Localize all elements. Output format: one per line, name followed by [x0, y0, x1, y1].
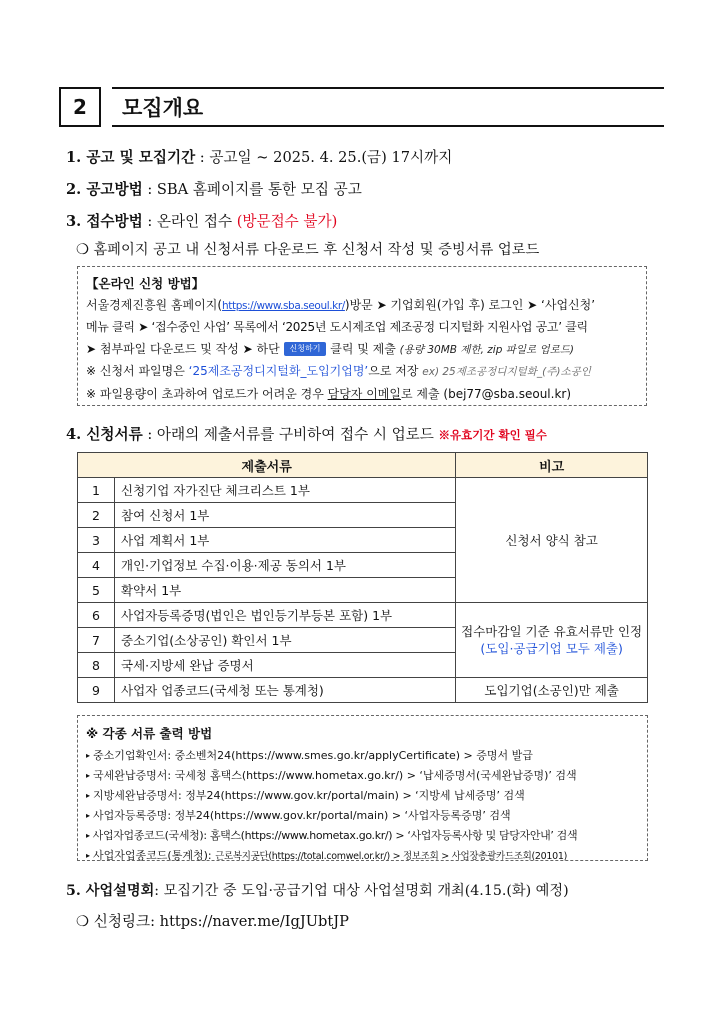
step-text: ※ 신청서 파일명은: [86, 364, 189, 378]
row-document: 중소기업(소상공인) 확인서 1부: [115, 628, 456, 653]
item-3: [66, 210, 337, 231]
row-document: 확약서 1부: [115, 578, 456, 603]
howto-text: 국세완납증명서: 국세청 홈택스(https://www.hometax.go.kr/) > ‘납세증명서(국세완납증명)’ 검색: [93, 769, 577, 782]
row-number: 2: [78, 503, 115, 528]
howto-box: [77, 715, 648, 861]
howto-text: 사업자업종코드(통계청):: [93, 849, 216, 862]
item-3-label: 3. 접수방법: [66, 213, 143, 230]
item-4-note: ※유효기간 확인 필수: [438, 428, 547, 442]
howto-line: [86, 746, 639, 766]
online-step-3: [86, 339, 638, 362]
item-4-value: : 아래의 제출서류를 구비하여 접수 시 업로드: [142, 426, 439, 443]
step-text: )방문 ➤ 기업회원(가입 후) 로그인 ➤ ‘사업신청’: [344, 297, 596, 312]
remark-valid-docs-line1: 접수마감일 기준 유효서류만 인정: [461, 624, 643, 639]
table-header-row: [78, 453, 648, 478]
row-number: 4: [78, 553, 115, 578]
step-text: 서울경제진흥원 홈페이지(: [86, 297, 223, 312]
row-document: 사업자등록증명(법인은 법인등기부등본 포함) 1부: [115, 603, 456, 628]
howto-text: 중소기업확인서: 중소벤처24(https://www.smes.go.kr/applyCertificate) > 증명서 발급: [93, 749, 533, 762]
howto-line: [86, 826, 639, 846]
item-5-label: 5. 사업설명회: [66, 883, 155, 899]
row-document: 사업자 업종코드(국세청 또는 통계청): [115, 678, 456, 703]
howto-line: [86, 846, 639, 867]
row-document: 개인·기업정보 수집·이용·제공 동의서 1부: [115, 553, 456, 578]
apply-button-image: 신청하기: [284, 342, 327, 356]
header-documents: 제출서류: [78, 453, 456, 478]
table-row: [78, 603, 648, 628]
howto-line: [86, 806, 639, 826]
step-text: 로 제출 (bej77@sba.seoul.kr): [400, 386, 572, 401]
upload-limit-note: (용량 30MB 제한, zip 파일로 업로드): [399, 343, 575, 356]
sba-link[interactable]: https://www.sba.seoul.kr/: [222, 299, 345, 312]
triangle-bullet-icon: ▸: [86, 771, 91, 780]
table-row: [78, 478, 648, 503]
item-1-value: : 공고일 ~ 2025. 4. 25.(금) 17시까지: [195, 149, 453, 166]
howto-line: [86, 786, 639, 806]
online-method-header: 【온라인 신청 방법】: [86, 276, 205, 291]
remark-adopters-only: 도입기업(소공인)만 제출: [456, 678, 648, 703]
item-4-label: 4. 신청서류: [66, 426, 143, 443]
row-number: 5: [78, 578, 115, 603]
row-number: 7: [78, 628, 115, 653]
online-step-1: [86, 295, 638, 318]
step-text: ※ 파일용량이 초과하여 업로드가 어려운 경우: [86, 386, 328, 401]
item-3-sub: ❍ 홈페이지 공고 내 신청서류 다운로드 후 신청서 작성 및 증빙서류 업로드: [76, 242, 540, 258]
row-number: 8: [78, 653, 115, 678]
row-number: 6: [78, 603, 115, 628]
remark-valid-docs: [456, 603, 648, 678]
item-3-note: (방문접수 불가): [236, 213, 338, 230]
item-5: [66, 880, 569, 900]
step-text: ➤ 첨부파일 다운로드 및 작성 ➤ 하단: [86, 341, 284, 356]
step-text: 클릭 및 제출: [326, 341, 400, 356]
step-text: 으로 저장: [368, 364, 423, 378]
row-document: 사업 계획서 1부: [115, 528, 456, 553]
triangle-bullet-icon: ▸: [86, 811, 91, 820]
row-document: 신청기업 자가진단 체크리스트 1부: [115, 478, 456, 503]
item-1-label: 1. 공고 및 모집기간: [66, 149, 196, 166]
remark-valid-docs-line2: (도입·공급기업 모두 제출): [480, 641, 623, 656]
howto-text: 근로복지공단(https://total.comwel.or.kr/) > 정보조회 > 사업장총괄카드조회(20101): [215, 851, 568, 862]
filename-example: ex) 25제조공정디지털화_(주)소공인: [422, 366, 591, 378]
item-3-value: : 온라인 접수: [142, 213, 237, 230]
row-number: 1: [78, 478, 115, 503]
online-method-box: [77, 266, 647, 406]
triangle-bullet-icon: ▸: [86, 791, 91, 800]
item-5-value: : 모집기간 중 도입·공급기업 대상 사업설명회 개최(4.15.(화) 예정): [154, 883, 569, 899]
item-5-sub: [76, 910, 349, 931]
table-row: [78, 678, 648, 703]
remark-form-reference: 신청서 양식 참고: [456, 478, 648, 603]
section-title: 모집개요: [112, 87, 664, 127]
documents-table: [77, 452, 648, 703]
signup-link-label: ❍ 신청링크:: [76, 913, 160, 930]
item-4: [66, 423, 547, 444]
item-2: [66, 178, 362, 199]
online-step-4: [86, 361, 638, 384]
row-document: 국세·지방세 완납 증명서: [115, 653, 456, 678]
signup-link[interactable]: https://naver.me/IgJUbtJP: [159, 913, 349, 930]
triangle-bullet-icon: ▸: [86, 851, 91, 860]
item-2-value: : SBA 홈페이지를 통한 모집 공고: [142, 181, 362, 198]
contact-email-label: 담당자 이메일: [327, 386, 401, 401]
row-document: 참여 신청서 1부: [115, 503, 456, 528]
header-remarks: 비고: [456, 453, 648, 478]
row-number: 9: [78, 678, 115, 703]
section-number: 2: [59, 87, 101, 127]
triangle-bullet-icon: ▸: [86, 831, 90, 840]
row-number: 3: [78, 528, 115, 553]
howto-line: [86, 766, 639, 786]
item-1: [66, 146, 452, 167]
online-step-5: [86, 384, 638, 406]
howto-text: 사업자등록증명: 정부24(https://www.gov.kr/portal/main) > ‘사업자등록증명’ 검색: [93, 809, 511, 822]
item-2-label: 2. 공고방법: [66, 181, 143, 198]
howto-text: 지방세완납증명서: 정부24(https://www.gov.kr/portal/main) > ‘지방세 납세증명’ 검색: [93, 789, 525, 802]
online-step-2: 메뉴 클릭 ➤ ‘접수중인 사업’ 목록에서 ‘2025년 도시제조업 제조공정 디지털화 지원사업 공고’ 클릭: [86, 320, 588, 334]
howto-text: 사업자업종코드(국세청): 홈택스(https://www.hometax.go.kr/) > ‘사업자등록사항 및 담당자안내’ 검색: [92, 829, 578, 842]
howto-header: ※ 각종 서류 출력 방법: [86, 726, 213, 741]
triangle-bullet-icon: ▸: [86, 751, 91, 760]
filename-rule: ‘25제조공정디지털화_도입기업명’: [188, 364, 369, 378]
